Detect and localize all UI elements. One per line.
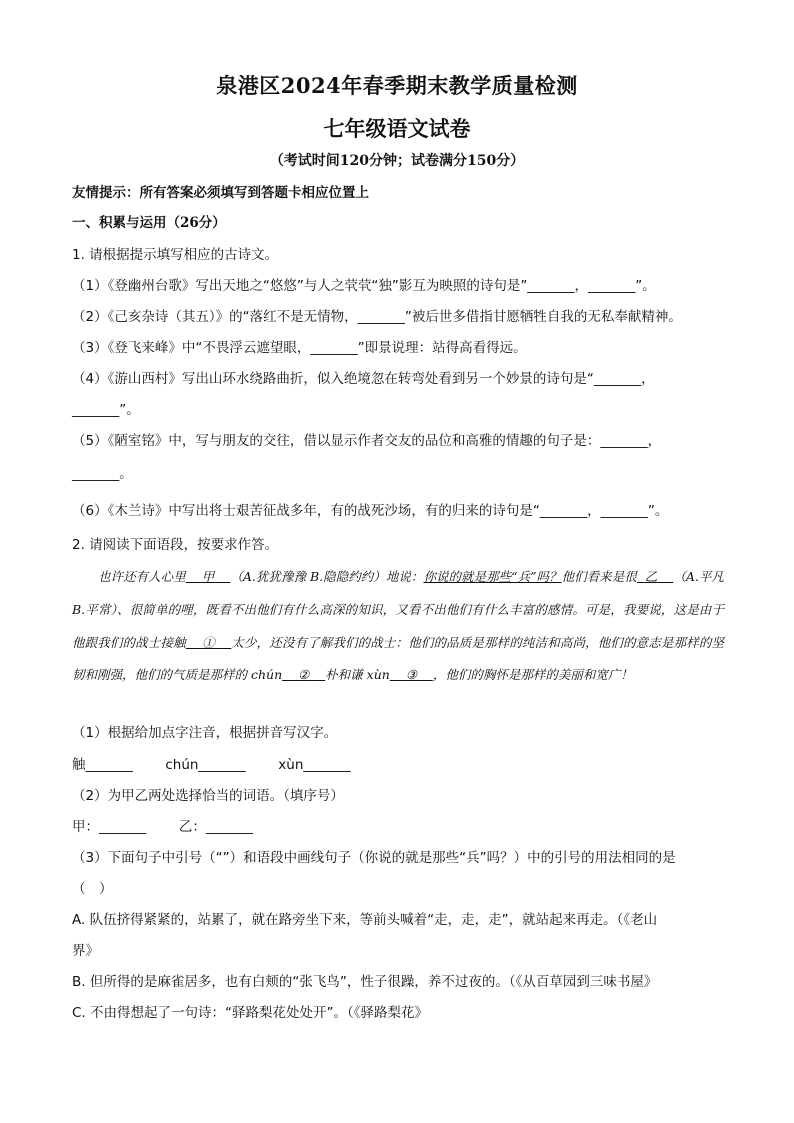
q2-sub3: （3）下面句子中引号（“”）和语段中画线句子（你说的就是那些“兵”吗？）中的引号的用法相同的是 (72, 850, 676, 866)
q1-item6: （6）《木兰诗》中写出将士艰苦征战多年，有的战死沙场，有的归来的诗句是“_______，_______”。 (72, 503, 669, 519)
blank-jia-label: 甲 (201, 569, 215, 584)
q2-sub2-answers (72, 818, 253, 836)
q2-sub1: （1）根据给加点字注音，根据拼音写汉字。 (72, 725, 338, 741)
q2-sub3-paren: （ ） (72, 881, 113, 897)
q1-item5a: （5）《陋室铭》中，写与朋友的交往，借以显示作者交友的品位和高雅的情趣的句子是：_______， (72, 433, 662, 449)
answer-chun: chún_______ (165, 757, 246, 773)
passage-s3: 他们看来是很 (561, 569, 637, 584)
option-a-line2: 界》 (72, 943, 99, 959)
q2-sub2: （2）为甲乙两处选择恰当的词语。（填序号） (72, 788, 344, 804)
passage-s2: （A.犹犹豫豫 B.隐隐约约）地说： (230, 569, 424, 584)
section1-heading: 一、积累与运用（26分） (72, 215, 226, 231)
option-a-line1: A. 队伍挤得紧紧的，站累了，就在路旁坐下来，等前头喊着“走，走，走”，就站起来再走。（《老山 (72, 912, 658, 928)
blank-2 (282, 667, 325, 682)
answer-chu: 触_______ (72, 757, 133, 773)
option-b: B. 但所得的是麻雀居多，也有白颊的“张飞鸟”，性子很躁，养不过夜的。（《从百草园到三味书屋》 (72, 974, 658, 990)
blank-3 (390, 667, 433, 682)
q1-item5b: _______。 (72, 466, 133, 482)
passage-s7: ，他们的胸怀是那样的美丽和宽广！ (432, 667, 633, 683)
q2-stem: 2. 请阅读下面语段，按要求作答。 (72, 537, 279, 553)
passage-s6: 朴和谦 xùn (325, 667, 390, 683)
option-c: C. 不由得想起了一句诗：“驿路梨花处处开”。（《驿路梨花》 (72, 1005, 428, 1021)
passage-s4: （A.平凡 B.平常）、很简单的哩，既看不出他们有什么高深的知识，又看不出他们有什么丰富的感情。可是，我要说，这是由于他跟我们的战士接触 (72, 569, 724, 650)
answer-yi: 乙：_______ (178, 819, 254, 835)
answer-jia: 甲：_______ (72, 819, 147, 835)
passage-s5: 太少，还没有了解我们的战士：他们的品质是那样的纯洁和高尚，他们的意志是那样的坚韧和刚强，他们的气质是那样的 chún (72, 634, 724, 683)
answer-xun: xùn_______ (278, 757, 351, 773)
exam-info: （考试时间120分钟；试卷满分150分） (269, 153, 525, 169)
q1-item4a: （4）《游山西村》写出山环水绕路曲折，似入绝境忽在转弯处看到另一个妙景的诗句是“_______， (72, 371, 655, 387)
exam-title: 泉港区2024年春季期末教学质量检测 (216, 73, 578, 98)
q1-item2: （2）《己亥杂诗（其五）》的“落红不是无情物，_______”被后世多借指甘愿牺牲自我的无私奉献精神。 (72, 309, 682, 325)
blank-yi (637, 569, 674, 584)
blank-jia (186, 569, 231, 584)
q2-sub1-answers (72, 756, 351, 774)
blank-1-label: ① (202, 634, 215, 650)
blank-2-label: ② (298, 667, 310, 683)
q1-item3: （3）《登飞来峰》中“不畏浮云遮望眼，_______”即景说理：站得高看得远。 (72, 340, 527, 356)
underlined-quote: 你说的就是那些“兵”吗？ (423, 569, 562, 584)
exam-subtitle: 七年级语文试卷 (323, 116, 471, 141)
q1-item1: （1）《登幽州台歌》写出天地之“悠悠”与人之茕茕“独”影互为映照的诗句是”_______，_______”。 (72, 278, 656, 294)
blank-1 (186, 635, 232, 650)
blank-3-label: ③ (405, 667, 417, 683)
passage-s1: 也许还有人心里 (98, 569, 186, 584)
q1-item4b: _______”。 (72, 402, 140, 418)
notice: 友情提示：所有答案必须填写到答题卡相应位置上 (72, 185, 369, 201)
q2-passage (72, 561, 724, 692)
q1-stem: 1. 请根据提示填写相应的古诗文。 (72, 247, 279, 263)
blank-yi-label: 乙 (644, 569, 658, 584)
